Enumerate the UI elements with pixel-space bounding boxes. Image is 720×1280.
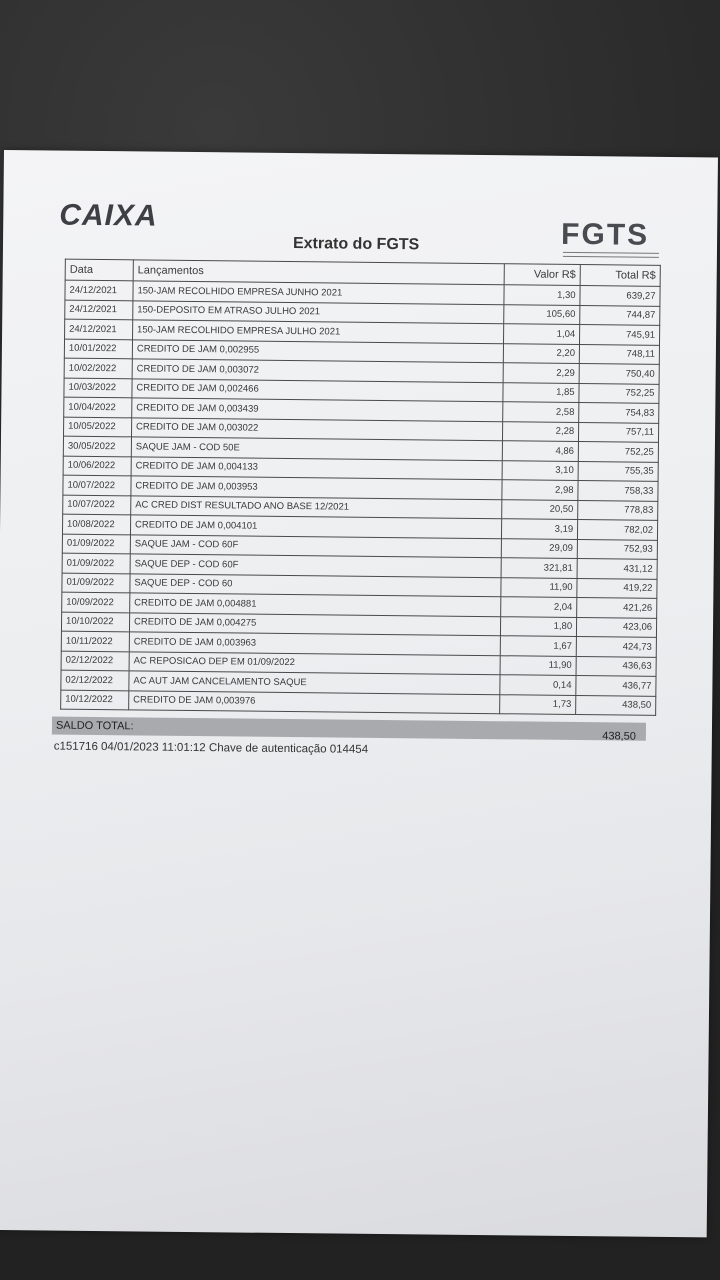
- cell-date: 10/05/2022: [64, 417, 132, 437]
- cell-value: 20,50: [502, 499, 578, 519]
- cell-total: 421,26: [577, 598, 657, 618]
- cell-description: SAQUE JAM - COD 60F: [130, 534, 501, 557]
- cell-date: 10/08/2022: [62, 514, 130, 534]
- cell-description: CREDITO DE JAM 0,003022: [131, 417, 502, 440]
- cell-description: CREDITO DE JAM 0,004133: [131, 456, 502, 479]
- cell-description: CREDITO DE JAM 0,004881: [130, 593, 501, 616]
- cell-date: 24/12/2021: [65, 300, 133, 320]
- cell-date: 10/03/2022: [64, 378, 132, 398]
- cell-date: 24/12/2021: [65, 280, 133, 300]
- cell-description: SAQUE JAM - COD 50E: [131, 437, 502, 460]
- cell-total: 752,25: [578, 442, 658, 462]
- cell-value: 2,98: [502, 480, 578, 500]
- cell-value: 1,85: [503, 382, 579, 402]
- cell-description: AC REPOSICAO DEP EM 01/09/2022: [129, 651, 500, 674]
- cell-value: 4,86: [503, 441, 579, 461]
- cell-total: 639,27: [580, 286, 660, 306]
- cell-date: 10/07/2022: [63, 475, 131, 495]
- cell-total: 424,73: [576, 637, 656, 657]
- statement-paper: [0, 150, 718, 1237]
- cell-total: 423,06: [577, 617, 657, 637]
- cell-total: 438,50: [576, 695, 656, 715]
- cell-description: CREDITO DE JAM 0,004275: [129, 612, 500, 635]
- cell-value: 2,20: [504, 343, 580, 363]
- cell-description: CREDITO DE JAM 0,004101: [130, 515, 501, 538]
- cell-total: 750,40: [579, 364, 659, 384]
- cell-value: 105,60: [504, 304, 580, 324]
- cell-total: 436,63: [576, 656, 656, 676]
- cell-total: 748,11: [579, 344, 659, 364]
- cell-value: 321,81: [501, 558, 577, 578]
- document-title: Extrato do FGTS: [292, 235, 420, 254]
- cell-total: 758,33: [578, 481, 658, 501]
- cell-description: CREDITO DE JAM 0,002466: [132, 378, 503, 401]
- saldo-total-value: 438,50: [602, 730, 636, 743]
- cell-description: CREDITO DE JAM 0,003953: [131, 476, 502, 499]
- cell-date: 02/12/2022: [61, 670, 129, 690]
- cell-description: AC CRED DIST RESULTADO ANO BASE 12/2021: [131, 495, 502, 518]
- cell-date: 01/09/2022: [62, 534, 130, 554]
- cell-total: 431,12: [577, 559, 657, 579]
- transactions-table: [60, 259, 661, 716]
- cell-description: SAQUE DEP - COD 60: [130, 573, 501, 596]
- cell-description: 150-JAM RECOLHIDO EMPRESA JUNHO 2021: [133, 281, 504, 304]
- cell-date: 01/09/2022: [62, 573, 130, 593]
- cell-description: 150-DEPOSITO EM ATRASO JULHO 2021: [133, 300, 504, 323]
- cell-date: 10/10/2022: [61, 612, 129, 632]
- cell-date: 10/06/2022: [63, 456, 131, 476]
- cell-value: 2,58: [503, 402, 579, 422]
- caixa-logo: CAIXA: [59, 198, 158, 233]
- cell-date: 10/09/2022: [62, 592, 130, 612]
- cell-value: 1,73: [500, 694, 576, 714]
- cell-value: 1,80: [501, 616, 577, 636]
- cell-description: CREDITO DE JAM 0,003072: [132, 359, 503, 382]
- authentication-line: c151716 04/01/2023 11:01:12 Chave de autenticação 014454: [53, 740, 369, 756]
- cell-date: 02/12/2022: [61, 651, 129, 671]
- cell-total: 782,02: [578, 520, 658, 540]
- cell-value: 2,28: [503, 421, 579, 441]
- cell-value: 2,04: [501, 597, 577, 617]
- fgts-logo-tagline: [563, 252, 659, 258]
- cell-description: SAQUE DEP - COD 60F: [130, 554, 501, 577]
- column-header-total: Total R$: [580, 265, 660, 287]
- cell-value: 1,30: [504, 285, 580, 305]
- cell-date: 10/04/2022: [64, 397, 132, 417]
- cell-date: 10/02/2022: [64, 358, 132, 378]
- cell-total: 752,25: [579, 383, 659, 403]
- cell-date: 10/07/2022: [63, 495, 131, 515]
- column-header-description: Lançamentos: [133, 260, 504, 285]
- cell-value: 3,10: [502, 460, 578, 480]
- cell-date: 10/01/2022: [64, 339, 132, 359]
- cell-date: 10/11/2022: [61, 631, 129, 651]
- cell-total: 419,22: [577, 578, 657, 598]
- cell-description: CREDITO DE JAM 0,002955: [132, 339, 503, 362]
- cell-value: 1,04: [504, 324, 580, 344]
- cell-total: 436,77: [576, 676, 656, 696]
- cell-date: 30/05/2022: [63, 436, 131, 456]
- fgts-logo: FGTS: [560, 217, 650, 252]
- cell-total: 752,93: [577, 539, 657, 559]
- cell-value: 29,09: [501, 538, 577, 558]
- transactions-body: [61, 280, 660, 715]
- cell-total: 745,91: [580, 325, 660, 345]
- saldo-total-bar: [52, 717, 646, 741]
- cell-total: 755,35: [578, 461, 658, 481]
- cell-date: 10/12/2022: [61, 690, 129, 710]
- cell-description: 150-JAM RECOLHIDO EMPRESA JULHO 2021: [132, 320, 503, 343]
- cell-total: 757,11: [579, 422, 659, 442]
- cell-value: 11,90: [500, 655, 576, 675]
- cell-value: 2,29: [503, 363, 579, 383]
- cell-date: 01/09/2022: [62, 553, 130, 573]
- cell-value: 0,14: [500, 675, 576, 695]
- cell-description: CREDITO DE JAM 0,003439: [132, 398, 503, 421]
- cell-value: 1,67: [500, 636, 576, 656]
- cell-date: 24/12/2021: [65, 319, 133, 339]
- cell-value: 3,19: [502, 519, 578, 539]
- cell-total: 744,87: [580, 305, 660, 325]
- cell-description: CREDITO DE JAM 0,003963: [129, 632, 500, 655]
- saldo-total-label: SALDO TOTAL:: [55, 719, 134, 733]
- cell-value: 11,90: [501, 577, 577, 597]
- cell-total: 754,83: [579, 403, 659, 423]
- cell-total: 778,83: [578, 500, 658, 520]
- cell-description: AC AUT JAM CANCELAMENTO SAQUE: [129, 671, 500, 694]
- cell-description: CREDITO DE JAM 0,003976: [129, 690, 500, 713]
- column-header-date: Data: [65, 259, 133, 281]
- column-header-value: Valor R$: [504, 264, 580, 286]
